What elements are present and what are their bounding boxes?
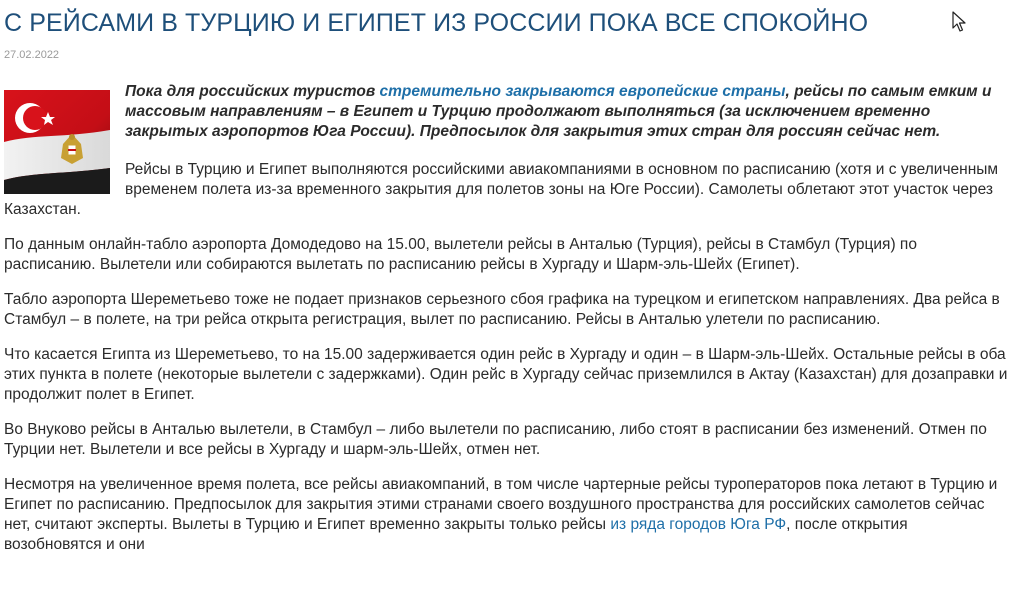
lead-text-before: Пока для российских туристов: [125, 83, 380, 100]
turkey-egypt-flags-image: [4, 90, 110, 194]
article-title: С РЕЙСАМИ В ТУРЦИЮ И ЕГИПЕТ ИЗ РОССИИ ПОКА ВСЕ СПОКОЙНО: [4, 9, 869, 37]
article-date: 27.02.2022: [4, 49, 60, 61]
lead-paragraph: [4, 82, 1009, 142]
paragraph-3: Табло аэропорта Шереметьево тоже не подает признаков серьезного сбоя графика на турецком и египетском направлениях. Два рейса в Стамбул – в полете, на три рейса открыта регистрация, вылет по расписанию. Рейсы в Анталью улетели по расписанию.: [4, 291, 1000, 328]
south-russia-cities-link[interactable]: из ряда городов Юга РФ: [610, 516, 787, 533]
paragraph-1: Рейсы в Турцию и Египет выполняются российскими авиакомпаниями в основном по расписанию (хотя и с увеличенным временем полета из-за временного закрытия для полетов зоны на Юге России). Самолеты облетают этот участок через Казахстан.: [4, 161, 999, 218]
paragraph-6-text-before: Несмотря на увеличенное время полета, все рейсы авиакомпаний, в том числе чартерные рейсы туроператоров пока летают в Турцию и Египет по расписанию. Предпосылок для закрытия этими странами своего воздушного пространства для российских самолетов сейчас нет, считают эксперты. Вылеты в Турцию и Египет временно закрыты только рейсы: [4, 476, 998, 533]
paragraph-5: Во Внуково рейсы в Анталью вылетели, в Стамбул – либо вылетели по расписанию, либо стоят в расписании без изменений. Отмен по Турции нет. Вылетели и все рейсы в Хургаду и шарм-эль-Шейх, отмен нет.: [4, 421, 987, 458]
paragraph-4: Что касается Египта из Шереметьево, то на 15.00 задерживается один рейс в Хургаду и один – в Шарм-эль-Шейх. Остальные рейсы в оба этих пункта в полете (некоторые вылетели с задержками). Один рейс в Хургаду сейчас приземлился в Актау (Казахстан) для дозаправки и продолжит полет в Египет.: [4, 346, 1008, 403]
paragraph-6-text-after: , после открытия возобновятся и они: [4, 516, 908, 553]
paragraph-2: По данным онлайн-табло аэропорта Домодедово на 15.00, вылетели рейсы в Анталью (Турция), рейсы в Стамбул (Турция) по расписанию. Вылетели или собираются вылетать по расписанию рейсы в Хургаду и Шарм-эль-Шейх (Египет).: [4, 236, 917, 273]
european-countries-link[interactable]: стремительно закрываются европейские страны: [379, 83, 786, 100]
mouse-cursor-icon: [952, 11, 968, 33]
lead-text-after: , рейсы по самым емким и массовым направлениям – в Египет и Турцию продолжают выполняться (за исключением временно закрытых аэропортов Юга России). Предпосылок для закрытия этих стран для россиян сейчас нет.: [125, 83, 992, 140]
paragraph-6: [4, 475, 1009, 555]
